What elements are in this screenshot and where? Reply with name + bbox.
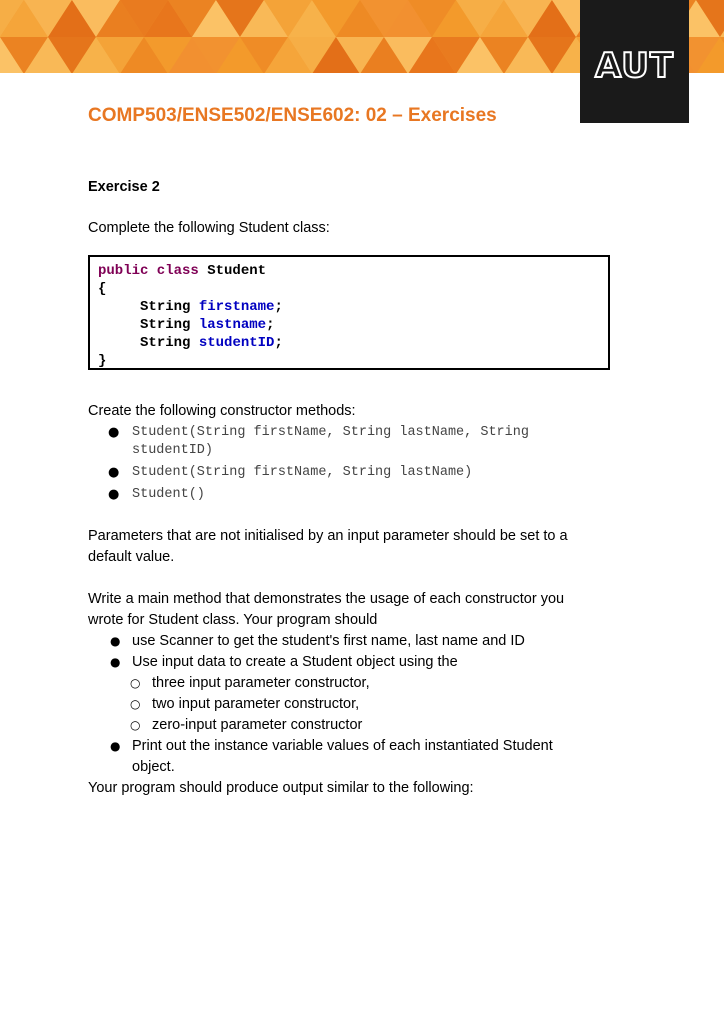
code-field-type: String: [140, 317, 191, 333]
task-list-continued: [108, 736, 628, 778]
task-text: Use input data to create a Student object using the: [132, 654, 458, 670]
subtask-text: zero-input parameter constructor: [152, 717, 363, 733]
subtask-text: two input parameter constructor,: [152, 696, 360, 712]
task-text: Print out the instance variable values of each instantiated Student: [132, 738, 553, 754]
code-field-line: String firstname;: [140, 299, 283, 315]
logo-text: AUT: [594, 45, 675, 86]
intro-text: Complete the following Student class:: [88, 220, 330, 236]
code-field-type: String: [140, 299, 191, 315]
list-item: [108, 736, 628, 778]
defaults-paragraph-line: default value.: [88, 549, 175, 565]
bullet-icon: ●: [110, 634, 121, 648]
aut-logo: [580, 0, 689, 123]
code-field-name: lastname: [198, 317, 267, 333]
constructor-signature: Student(String firstName, String lastName): [132, 465, 473, 480]
bullet-icon: ●: [108, 465, 120, 480]
defaults-paragraph-line: Parameters that are not initialised by an input parameter should be set to a: [88, 528, 568, 544]
task-text-continued: object.: [132, 759, 175, 775]
bullet-icon: ●: [108, 425, 120, 440]
list-item: [108, 424, 618, 460]
list-item: [108, 631, 628, 652]
constructor-signature: Student(String firstName, String lastName, String studentID): [132, 425, 529, 458]
bullet-icon: ●: [110, 655, 121, 669]
code-field-name: studentID: [198, 335, 275, 351]
constructor-list: [108, 424, 618, 508]
constructor-signature: Student(): [132, 487, 205, 502]
task-sublist: [108, 673, 628, 736]
list-item: [108, 715, 628, 736]
circle-bullet-icon: ○: [130, 697, 141, 711]
main-paragraph-line: wrote for Student class. Your program should: [88, 612, 378, 628]
code-class-name: Student: [198, 263, 267, 279]
code-field-type: String: [140, 335, 191, 351]
list-item: [108, 652, 628, 673]
code-close-brace: }: [98, 353, 107, 369]
page-title: COMP503/ENSE502/ENSE602: 02 – Exercises: [88, 105, 497, 126]
subtask-text: three input parameter constructor,: [152, 675, 370, 691]
code-field-name: firstname: [198, 299, 275, 315]
circle-bullet-icon: ○: [130, 718, 141, 732]
code-open-brace: {: [98, 281, 107, 297]
task-text: use Scanner to get the student's first name, last name and ID: [132, 633, 525, 649]
code-line-class-decl: [98, 262, 608, 280]
code-block: [88, 255, 610, 370]
constructors-intro: Create the following constructor methods:: [88, 403, 356, 419]
list-item: [108, 673, 628, 694]
exercise-heading: Exercise 2: [88, 179, 160, 195]
bullet-icon: ●: [108, 487, 120, 502]
closing-text: Your program should produce output similar to the following:: [88, 780, 474, 796]
circle-bullet-icon: ○: [130, 676, 141, 690]
list-item: [108, 486, 618, 504]
code-field-line: String studentID;: [140, 335, 283, 351]
code-field-line: String lastname;: [140, 317, 275, 333]
task-list: [108, 631, 628, 673]
list-item: [108, 464, 618, 482]
main-paragraph-line: Write a main method that demonstrates the usage of each constructor you: [88, 591, 565, 607]
code-keyword: public class: [98, 263, 199, 279]
bullet-icon: ●: [110, 739, 121, 753]
list-item: [108, 694, 628, 715]
